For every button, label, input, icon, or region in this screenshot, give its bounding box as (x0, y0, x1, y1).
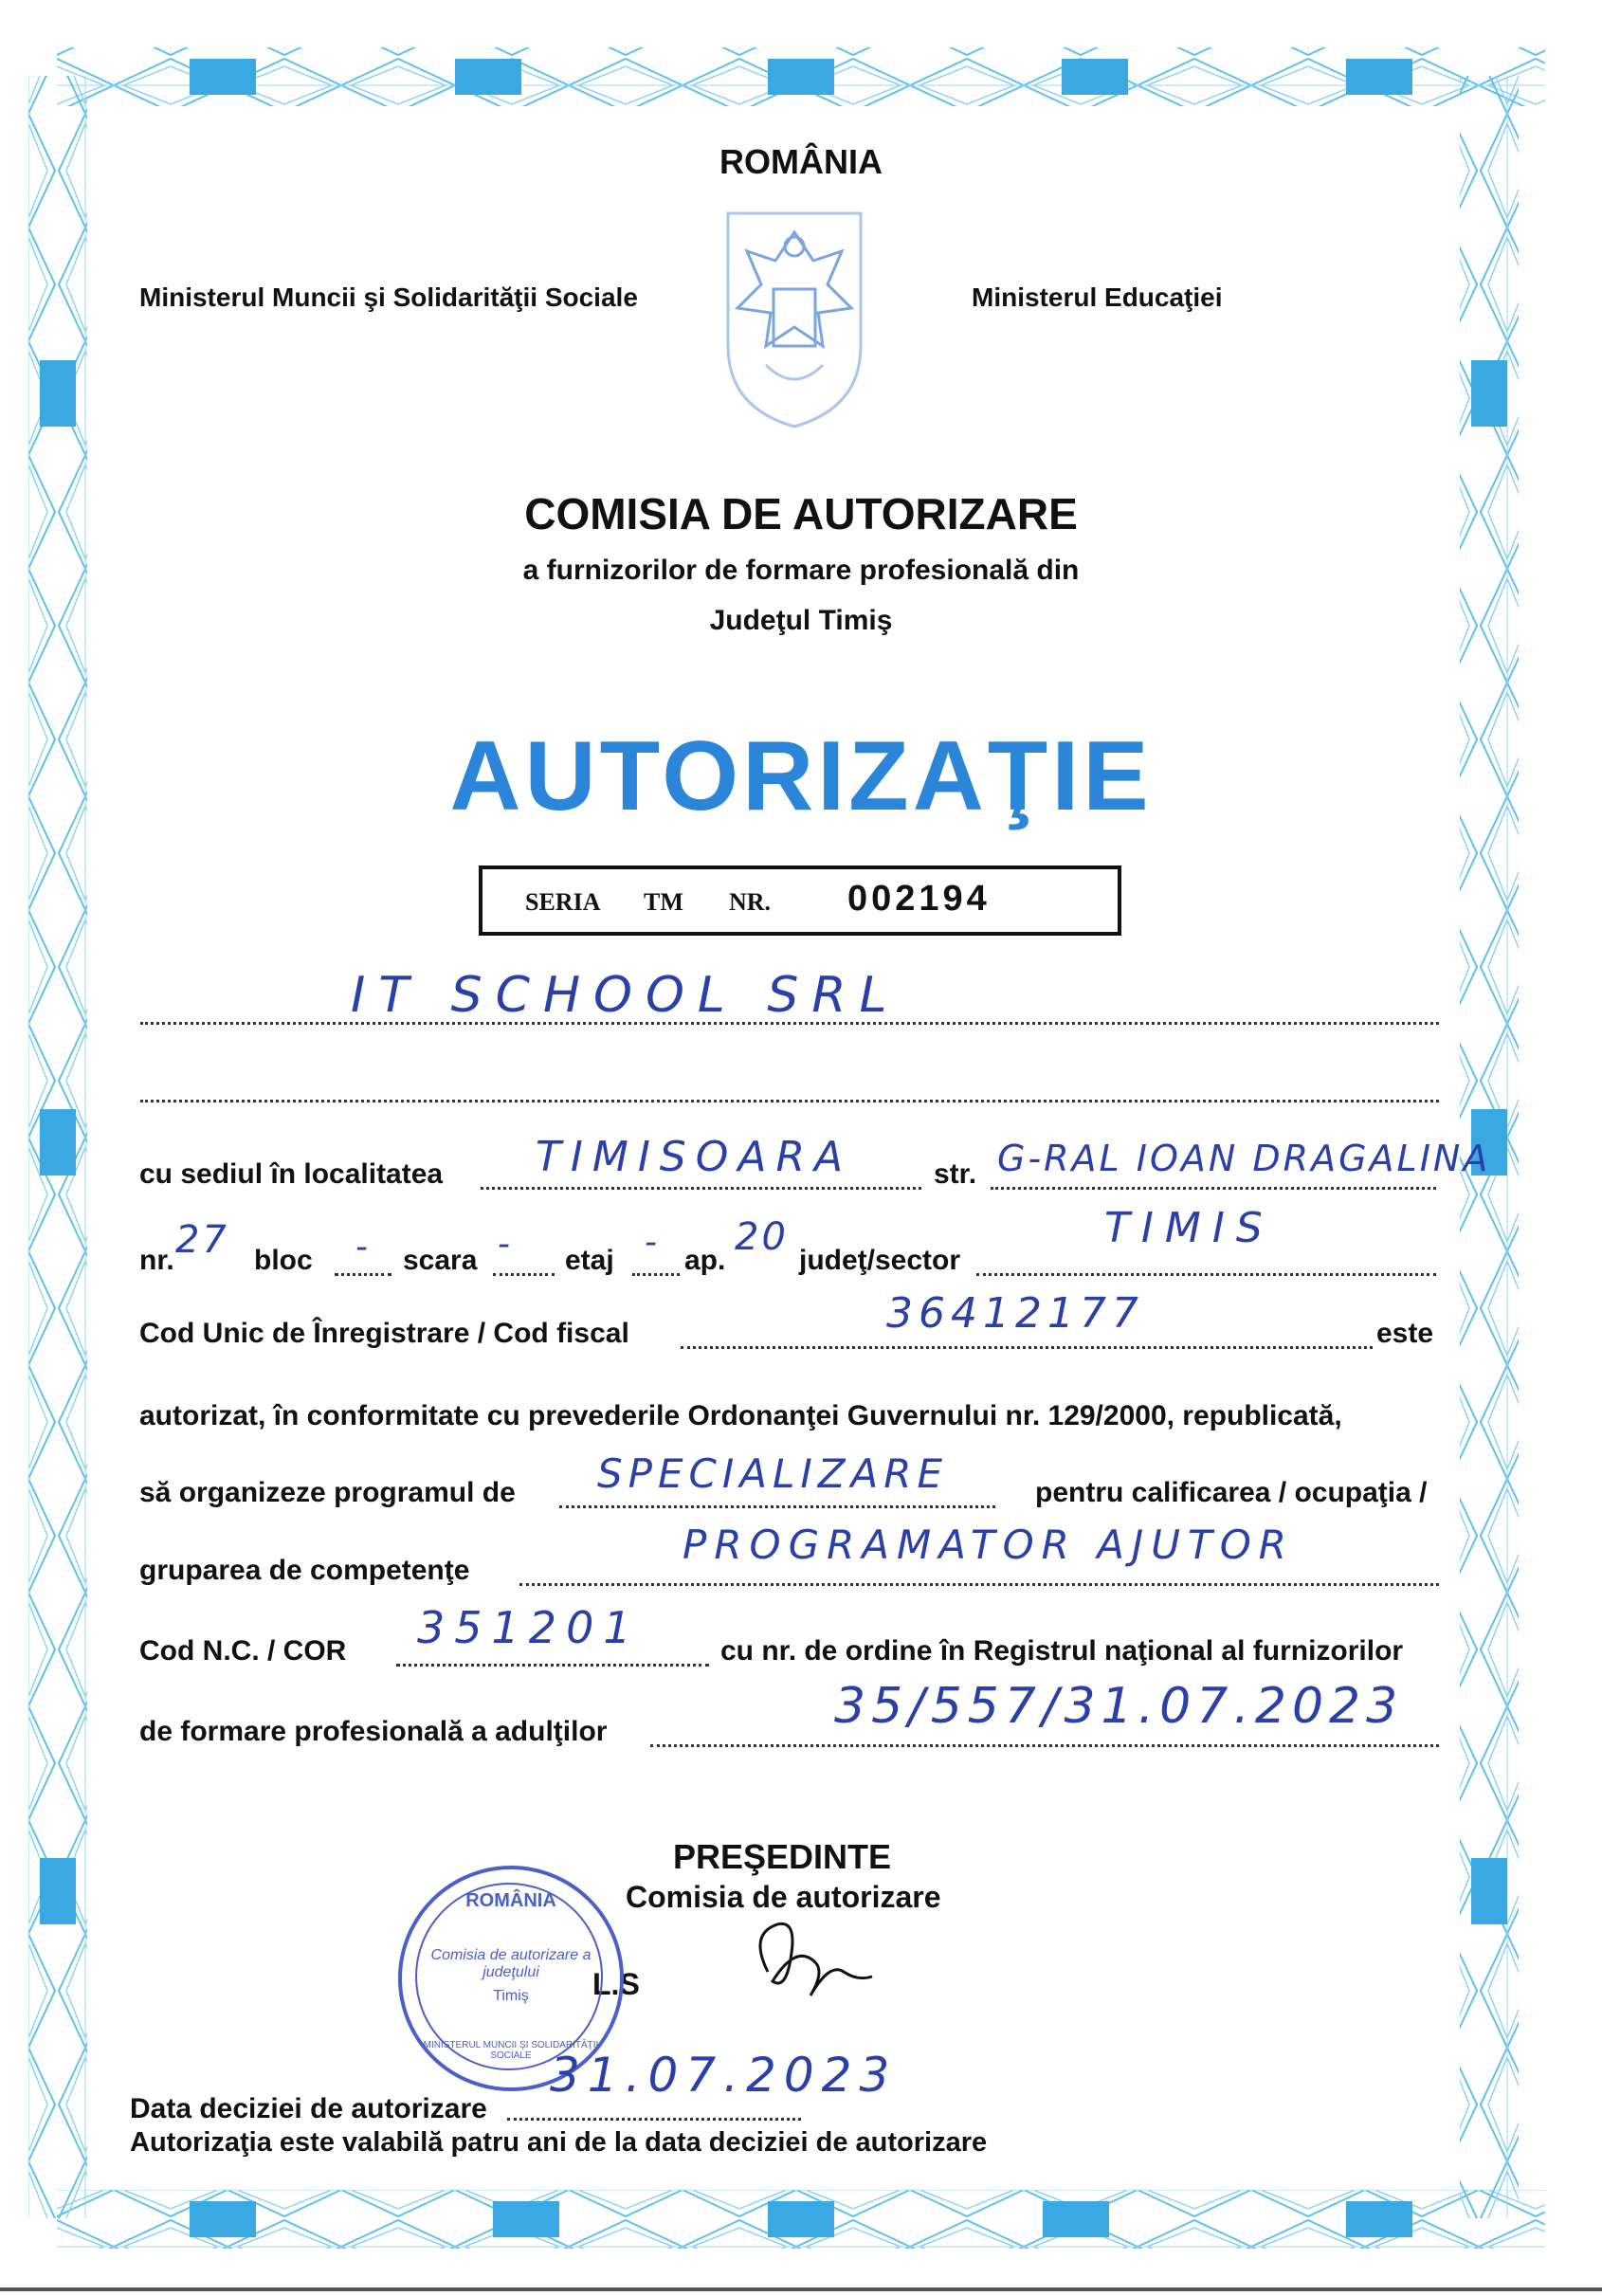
bloc-label: bloc (254, 1245, 313, 1276)
ls-label: L.S (592, 1967, 640, 2001)
scara-value: - (498, 1225, 513, 1264)
dotted-line (493, 1273, 555, 1276)
dotted-line (519, 1583, 1439, 1586)
country-title: ROMÂNIA (719, 142, 883, 181)
cor-value: 351201 (417, 1602, 641, 1653)
stamp-inner-text2: Timiş (493, 1988, 529, 2004)
date-value: 31.07.2023 (550, 2048, 898, 2103)
scara-label: scara (403, 1245, 478, 1276)
fiscal-suffix: este (1376, 1318, 1434, 1349)
bloc-value: - (355, 1228, 371, 1266)
stamp-inner-text: Comisia de autorizare a judeţului (430, 1947, 592, 1980)
program-label: să organizeze programul de (139, 1477, 516, 1508)
for-label: pentru calificarea / ocupaţia / (1035, 1477, 1428, 1508)
seria-box (479, 866, 1121, 936)
stamp-ring-text: MINISTERUL MUNCII ŞI SOLIDARITĂŢII SOCIALE (423, 2040, 599, 2061)
dotted-line (650, 1744, 1439, 1747)
program-value: SPECIALIZARE (597, 1450, 948, 1497)
date-label: Data deciziei de autorizare (130, 2093, 487, 2124)
seria-value: TM (644, 888, 683, 916)
fiscal-value: 36412177 (886, 1289, 1144, 1338)
dotted-line (681, 1346, 1373, 1349)
cor-label: Cod N.C. / COR (139, 1635, 347, 1667)
nr-value: 27 (175, 1218, 229, 1262)
commission-line1: a furnizorilor de formare profesională din (522, 555, 1080, 586)
dotted-line (396, 1664, 709, 1667)
sediul-label: cu sediul în localitatea (139, 1158, 444, 1190)
signature-subtitle: Comisia de autorizare (626, 1880, 941, 1914)
dotted-line (481, 1187, 921, 1190)
str-label: str. (934, 1158, 977, 1190)
document-number: 002194 (847, 879, 991, 919)
judet-value: TIMIS (1104, 1204, 1274, 1252)
holder-name: IT SCHOOL SRL (351, 967, 901, 1024)
signature-title: PREŞEDINTE (673, 1837, 892, 1876)
commission-line2: Judeţul Timiş (709, 605, 893, 636)
registry-value: 35/557/31.07.2023 (834, 1678, 1404, 1735)
etaj-label: etaj (565, 1245, 614, 1276)
group-label: gruparea de competenţe (139, 1555, 470, 1586)
coat-of-arms-icon (709, 204, 880, 431)
dotted-line (632, 1273, 680, 1276)
etaj-value: - (645, 1223, 660, 1262)
street-value: G-RAL IOAN DRAGALINA (997, 1138, 1491, 1179)
dotted-line (335, 1273, 391, 1276)
signature-icon (739, 1905, 882, 2019)
dotted-line (507, 2118, 801, 2121)
fiscal-label: Cod Unic de Înregistrare / Cod fiscal (139, 1318, 629, 1349)
document-title: AUTORIZAŢIE (449, 721, 1153, 831)
dotted-line (559, 1505, 995, 1508)
seria-label: SERIA (525, 888, 601, 916)
city-value: TIMISOARA (536, 1133, 853, 1181)
registry-label: cu nr. de ordine în Registrul naţional al furnizorilor (720, 1635, 1404, 1667)
dotted-line (140, 1100, 1439, 1102)
occupation-value: PROGRAMATOR AJUTOR (683, 1522, 1294, 1568)
judet-label: judeţ/sector (799, 1245, 961, 1276)
dotted-line (976, 1273, 1436, 1276)
ministry-right: Ministerul Educaţiei (972, 282, 1223, 312)
validity-text: Autorizaţia este valabilă patru ani de la data deciziei de autorizare (130, 2127, 988, 2158)
nr-addr-label: nr. (139, 1245, 174, 1276)
ap-label: ap. (684, 1245, 726, 1276)
ministry-left: Ministerul Muncii şi Solidarităţii Sociale (139, 282, 638, 312)
legal-text: autorizat, în conformitate cu prevederile Ordonanţei Guvernului nr. 129/2000, republicată, (139, 1400, 1342, 1431)
registry-label2: de formare profesională a adulţilor (139, 1716, 608, 1747)
ap-value: 20 (735, 1215, 789, 1259)
dotted-line (140, 1022, 1439, 1025)
dotted-line (991, 1187, 1436, 1190)
commission-title: COMISIA DE AUTORIZARE (524, 489, 1078, 538)
stamp-top-text: ROMÂNIA (465, 1890, 556, 1911)
nr-label: NR. (729, 888, 772, 916)
